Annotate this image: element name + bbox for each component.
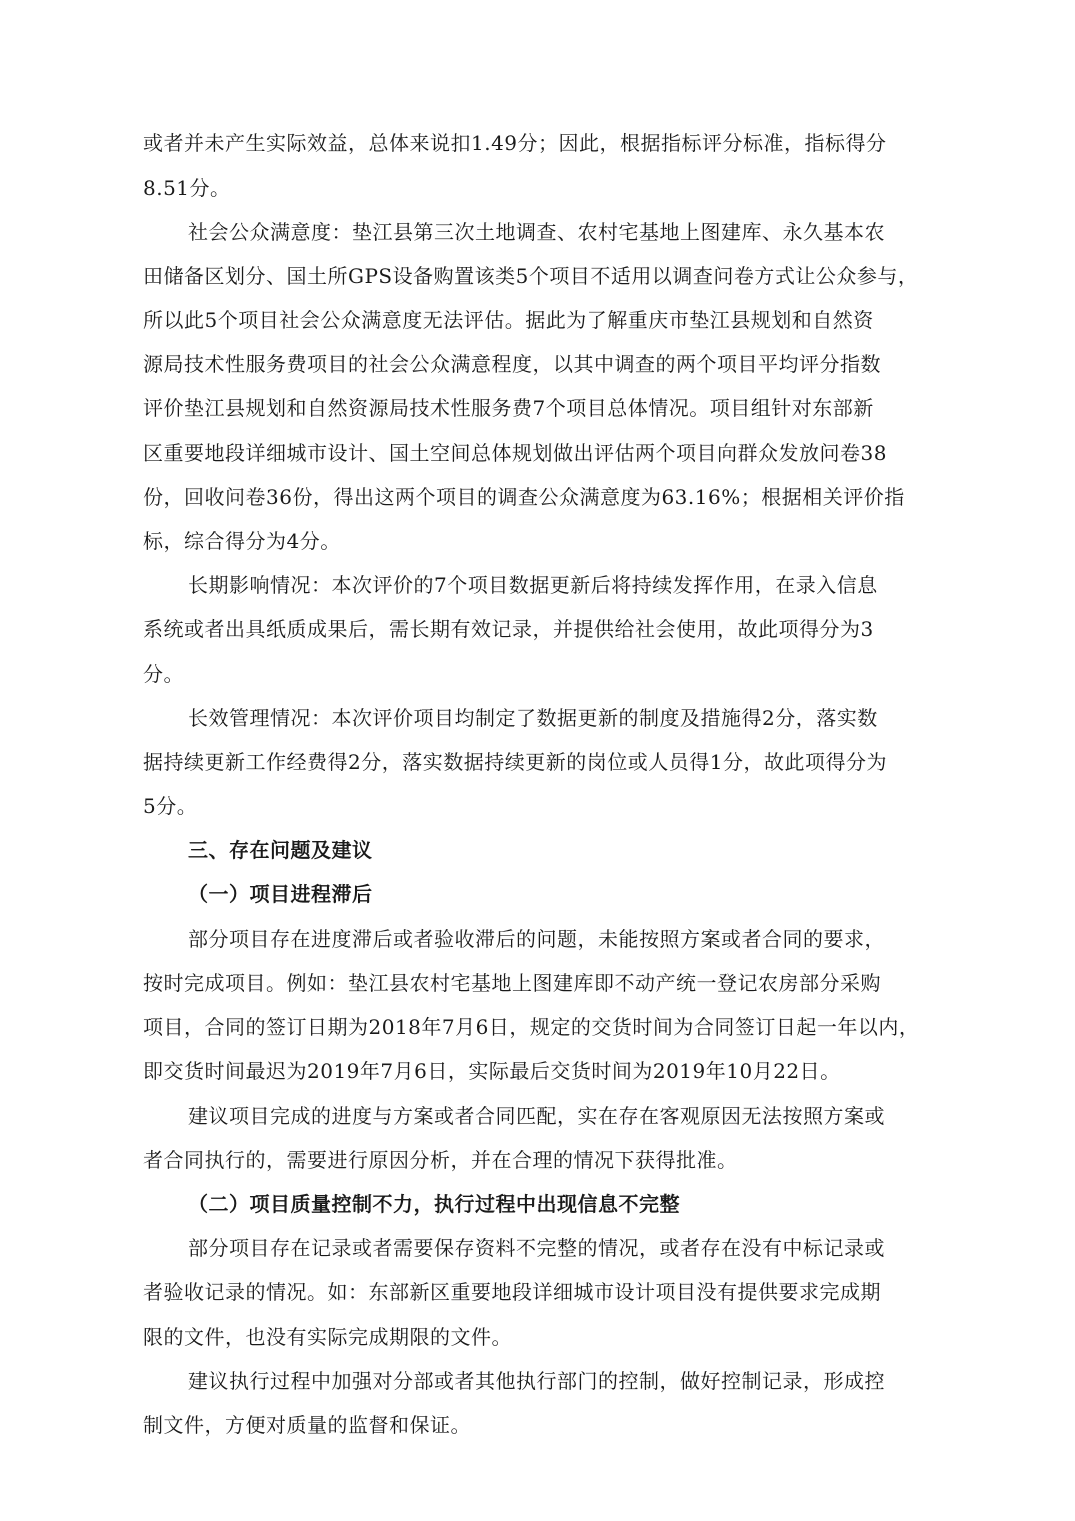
paragraph-line: 项目，合同的签订日期为2018年7月6日，规定的交货时间为合同签订日起一年以内， bbox=[143, 1015, 920, 1039]
paragraph-line: 评价垫江县规划和自然资源局技术性服务费7个项目总体情况。项目组针对东部新 bbox=[143, 396, 874, 420]
paragraph-line: 或者并未产生实际效益，总体来说扣1.49分；因此，根据指标评分标准，指标得分 bbox=[143, 131, 887, 155]
paragraph-line: 田储备区划分、国土所GPS设备购置该类5个项目不适用以调查问卷方式让公众参与， bbox=[143, 264, 919, 288]
section-heading: 三、存在问题及建议 bbox=[188, 838, 373, 862]
paragraph-line: 长效管理情况：本次评价项目均制定了数据更新的制度及措施得2分，落实数 bbox=[188, 706, 878, 730]
paragraph-line: 建议执行过程中加强对分部或者其他执行部门的控制，做好控制记录，形成控 bbox=[188, 1369, 885, 1393]
paragraph-line: 者验收记录的情况。如：东部新区重要地段详细城市设计项目没有提供要求完成期 bbox=[143, 1280, 881, 1304]
paragraph-line: 长期影响情况：本次评价的7个项目数据更新后将持续发挥作用，在录入信息 bbox=[188, 573, 878, 597]
paragraph-line: 标，综合得分为4分。 bbox=[143, 529, 341, 553]
paragraph-line: 建议项目完成的进度与方案或者合同匹配，实在存在客观原因无法按照方案或 bbox=[188, 1104, 885, 1128]
paragraph-line: 即交货时间最迟为2019年7月6日，实际最后交货时间为2019年10月22日。 bbox=[143, 1059, 841, 1083]
paragraph-line: 5分。 bbox=[143, 794, 198, 818]
paragraph-line: 8.51分。 bbox=[143, 176, 231, 200]
paragraph-line: 据持续更新工作经费得2分，落实数据持续更新的岗位或人员得1分，故此项得分为 bbox=[143, 750, 887, 774]
paragraph-line: 系统或者出具纸质成果后，需长期有效记录，并提供给社会使用，故此项得分为3 bbox=[143, 617, 874, 641]
paragraph-line: 制文件，方便对质量的监督和保证。 bbox=[143, 1413, 471, 1437]
paragraph-line: 源局技术性服务费项目的社会公众满意程度，以其中调查的两个项目平均评分指数 bbox=[143, 352, 881, 376]
paragraph-line: 所以此5个项目社会公众满意度无法评估。据此为了解重庆市垫江县规划和自然资 bbox=[143, 308, 874, 332]
paragraph-line: 限的文件，也没有实际完成期限的文件。 bbox=[143, 1325, 512, 1349]
subsection-heading: （二）项目质量控制不力，执行过程中出现信息不完整 bbox=[188, 1192, 680, 1216]
paragraph-line: 社会公众满意度：垫江县第三次土地调查、农村宅基地上图建库、永久基本农 bbox=[188, 220, 885, 244]
paragraph-line: 部分项目存在进度滞后或者验收滞后的问题，未能按照方案或者合同的要求， bbox=[188, 927, 885, 951]
paragraph-line: 份，回收问卷36份，得出这两个项目的调查公众满意度为63.16%；根据相关评价指 bbox=[143, 485, 905, 509]
paragraph-line: 分。 bbox=[143, 662, 184, 686]
subsection-heading: （一）项目进程滞后 bbox=[188, 882, 373, 906]
paragraph-line: 部分项目存在记录或者需要保存资料不完整的情况，或者存在没有中标记录或 bbox=[188, 1236, 885, 1260]
paragraph-line: 按时完成项目。例如：垫江县农村宅基地上图建库即不动产统一登记农房部分采购 bbox=[143, 971, 881, 995]
paragraph-line: 区重要地段详细城市设计、国土空间总体规划做出评估两个项目向群众发放问卷38 bbox=[143, 441, 887, 465]
paragraph-line: 者合同执行的，需要进行原因分析，并在合理的情况下获得批准。 bbox=[143, 1148, 738, 1172]
